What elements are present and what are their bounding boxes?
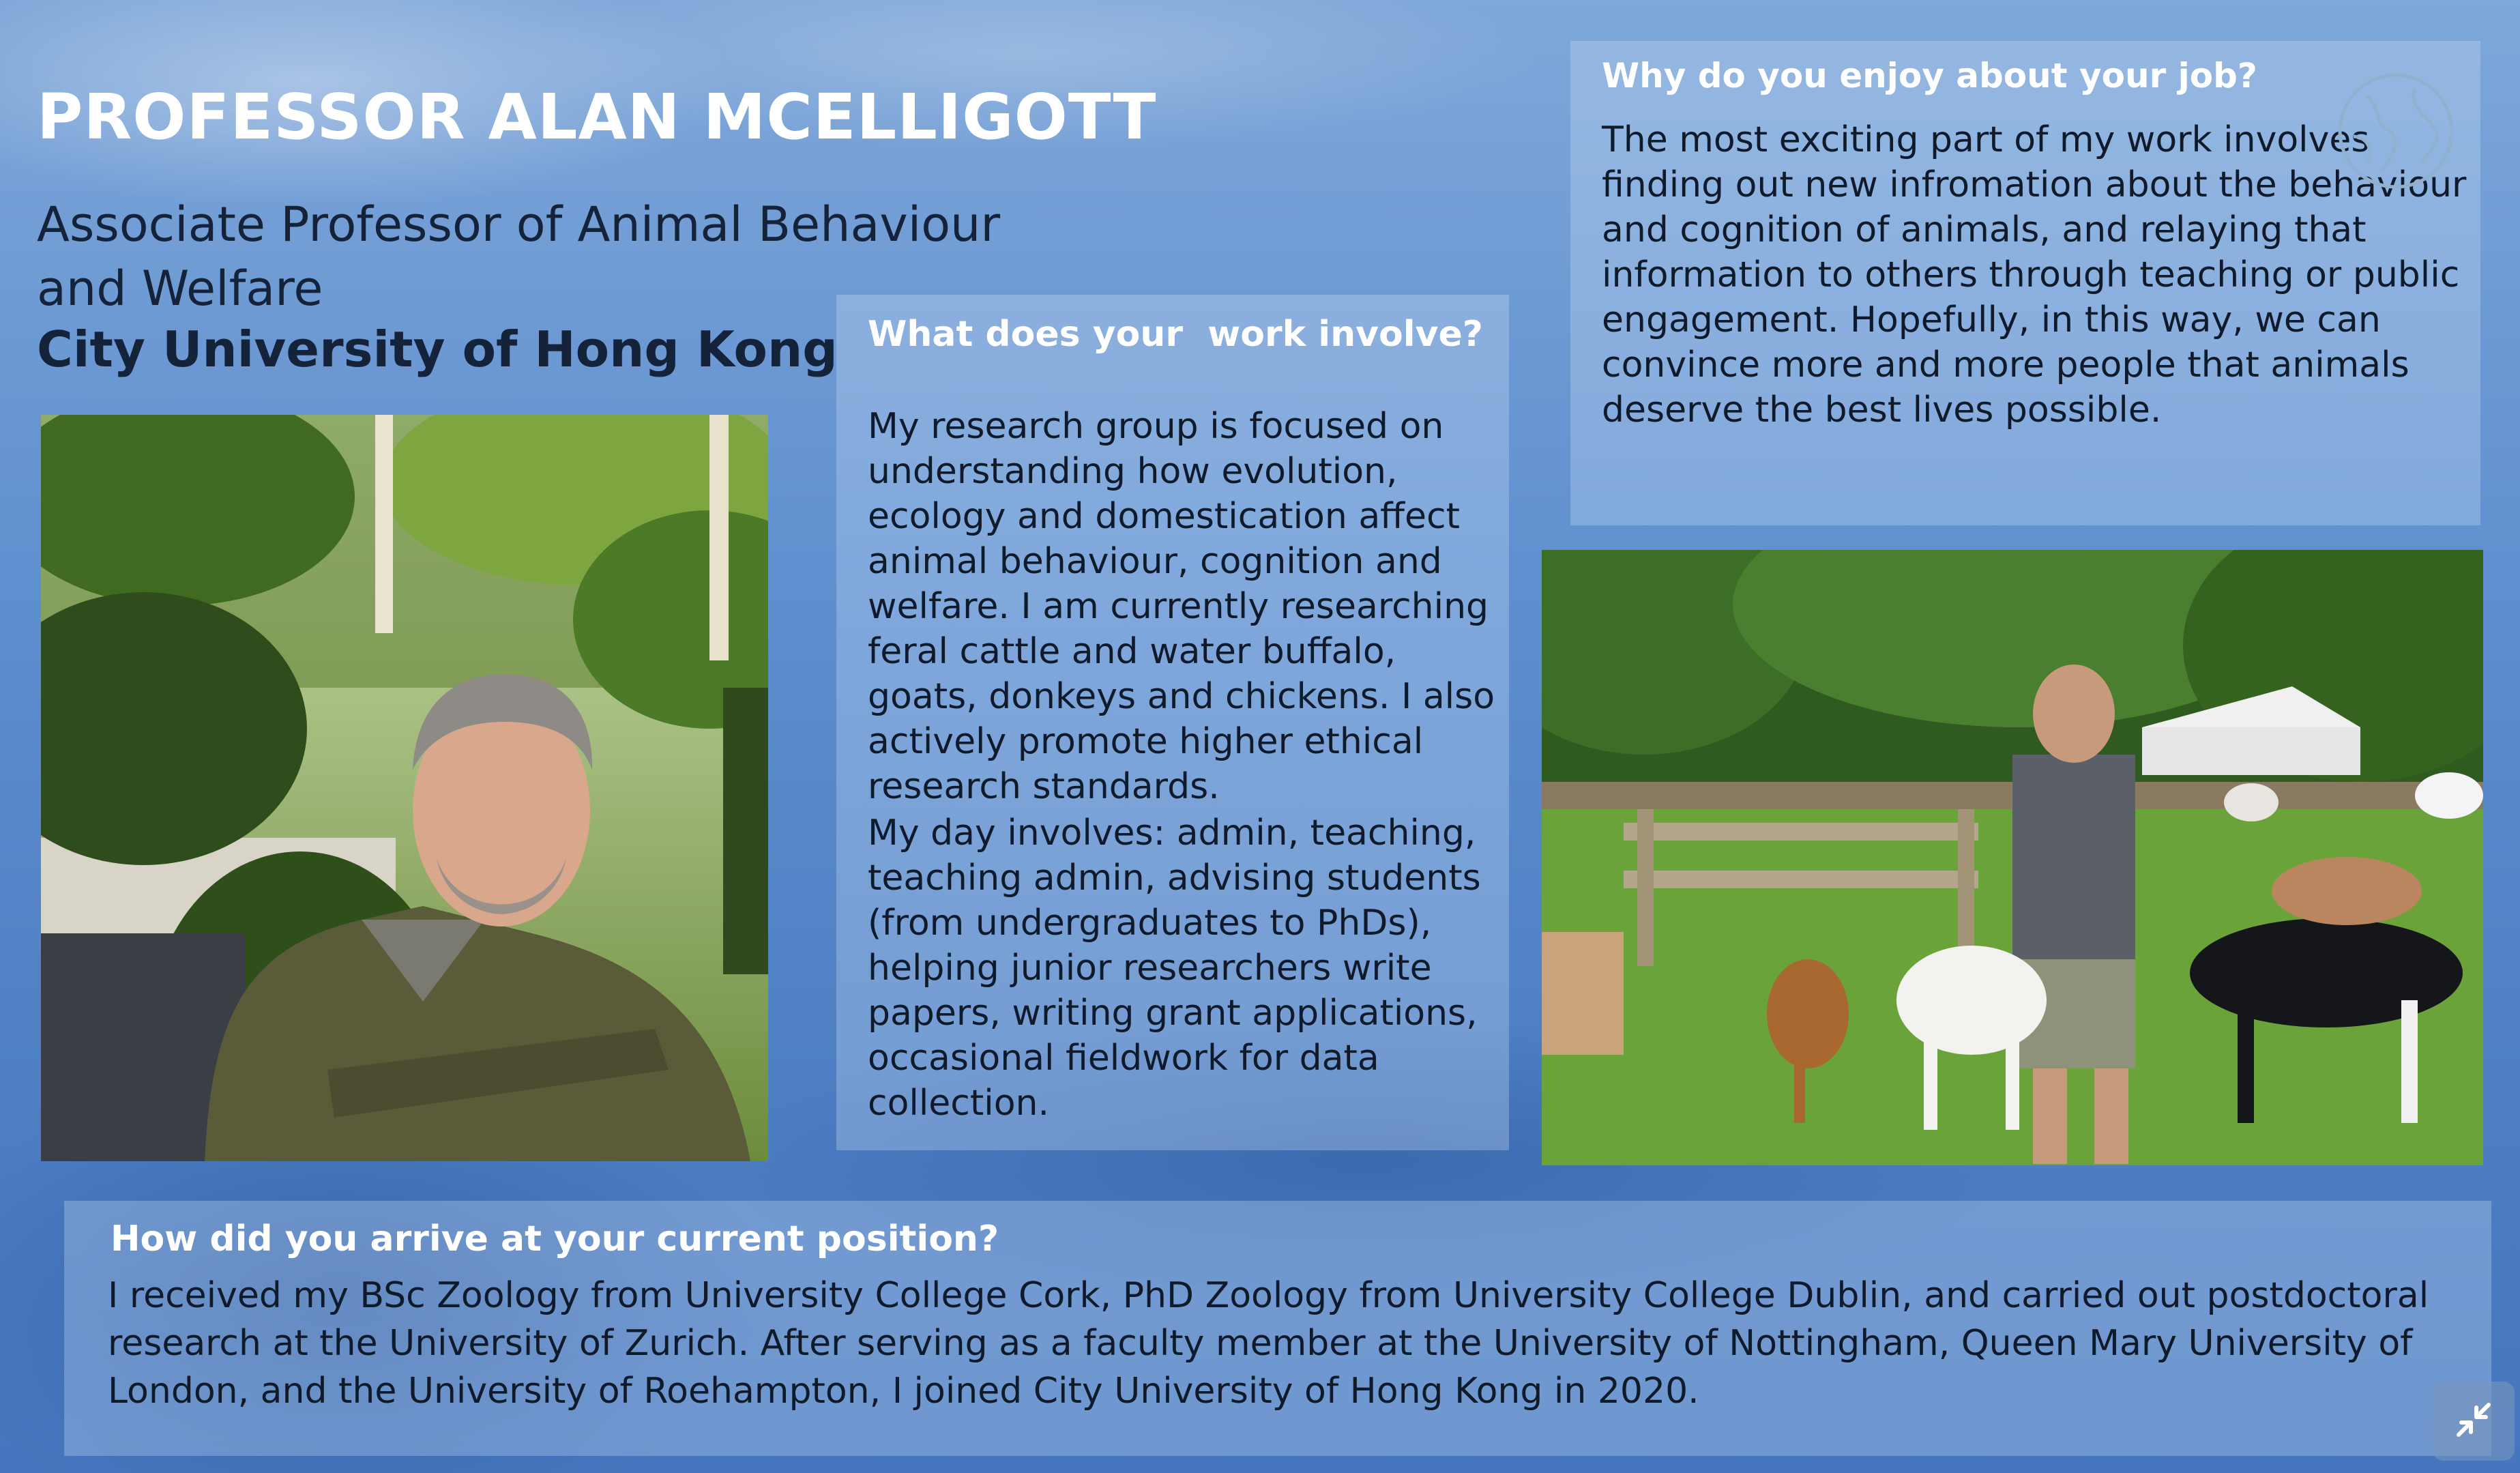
- job-title: Associate Professor of Animal Behaviour and Welfare: [37, 196, 1001, 317]
- globe-icon: [2333, 68, 2459, 194]
- collapse-button[interactable]: [2433, 1382, 2515, 1461]
- arrive-text: I received my BSc Zoology from University College Cork, PhD Zoology from University College Dublin, and carried out postdoctoral research at the University of Zurich. After serving as a faculty member at the University of Nottingham, Queen Mary University of London, and the University of Roehampton, I joined City University of Hong Kong in 2020.: [108, 1275, 2429, 1412]
- work-panel: [836, 295, 1509, 1150]
- enjoy-heading: Why do you enjoy about your job?: [1602, 56, 2257, 96]
- work-paragraph-2: My day involves: admin, teaching, teaching admin, advising students (from undergraduates to PhDs), helping junior researchers write papers, writing grant applications, occasional fieldwork for data collection.: [868, 813, 1481, 1124]
- university-name: City University of Hong Kong: [37, 321, 838, 378]
- arrive-heading: How did you arrive at your current position?: [111, 1219, 999, 1259]
- work-paragraph-1: My research group is focused on understanding how evolution, ecology and domestication affect animal behaviour, cognition and welfare. I am currently researching feral cattle and water buffalo, goats, donkeys and chickens. I also actively promote higher ethical research standards.: [868, 406, 1495, 807]
- goats-photo: [1542, 550, 2483, 1165]
- enjoy-panel: [1570, 41, 2480, 525]
- enjoy-text: The most exciting part of my work involves finding out new infromation about the behaviour and cognition of animals, and relaying that information to others through teaching or public engagement. Hopefully, in this way, we can convince more and more people that animals deserve the best lives possible.: [1602, 119, 2467, 431]
- work-heading: What does your work involve?: [868, 314, 1483, 355]
- page-title: PROFESSOR ALAN MCELLIGOTT: [37, 81, 1157, 154]
- portrait-photo: [41, 415, 768, 1161]
- collapse-arrows-icon: [2453, 1399, 2494, 1443]
- arrive-panel: [64, 1201, 2491, 1456]
